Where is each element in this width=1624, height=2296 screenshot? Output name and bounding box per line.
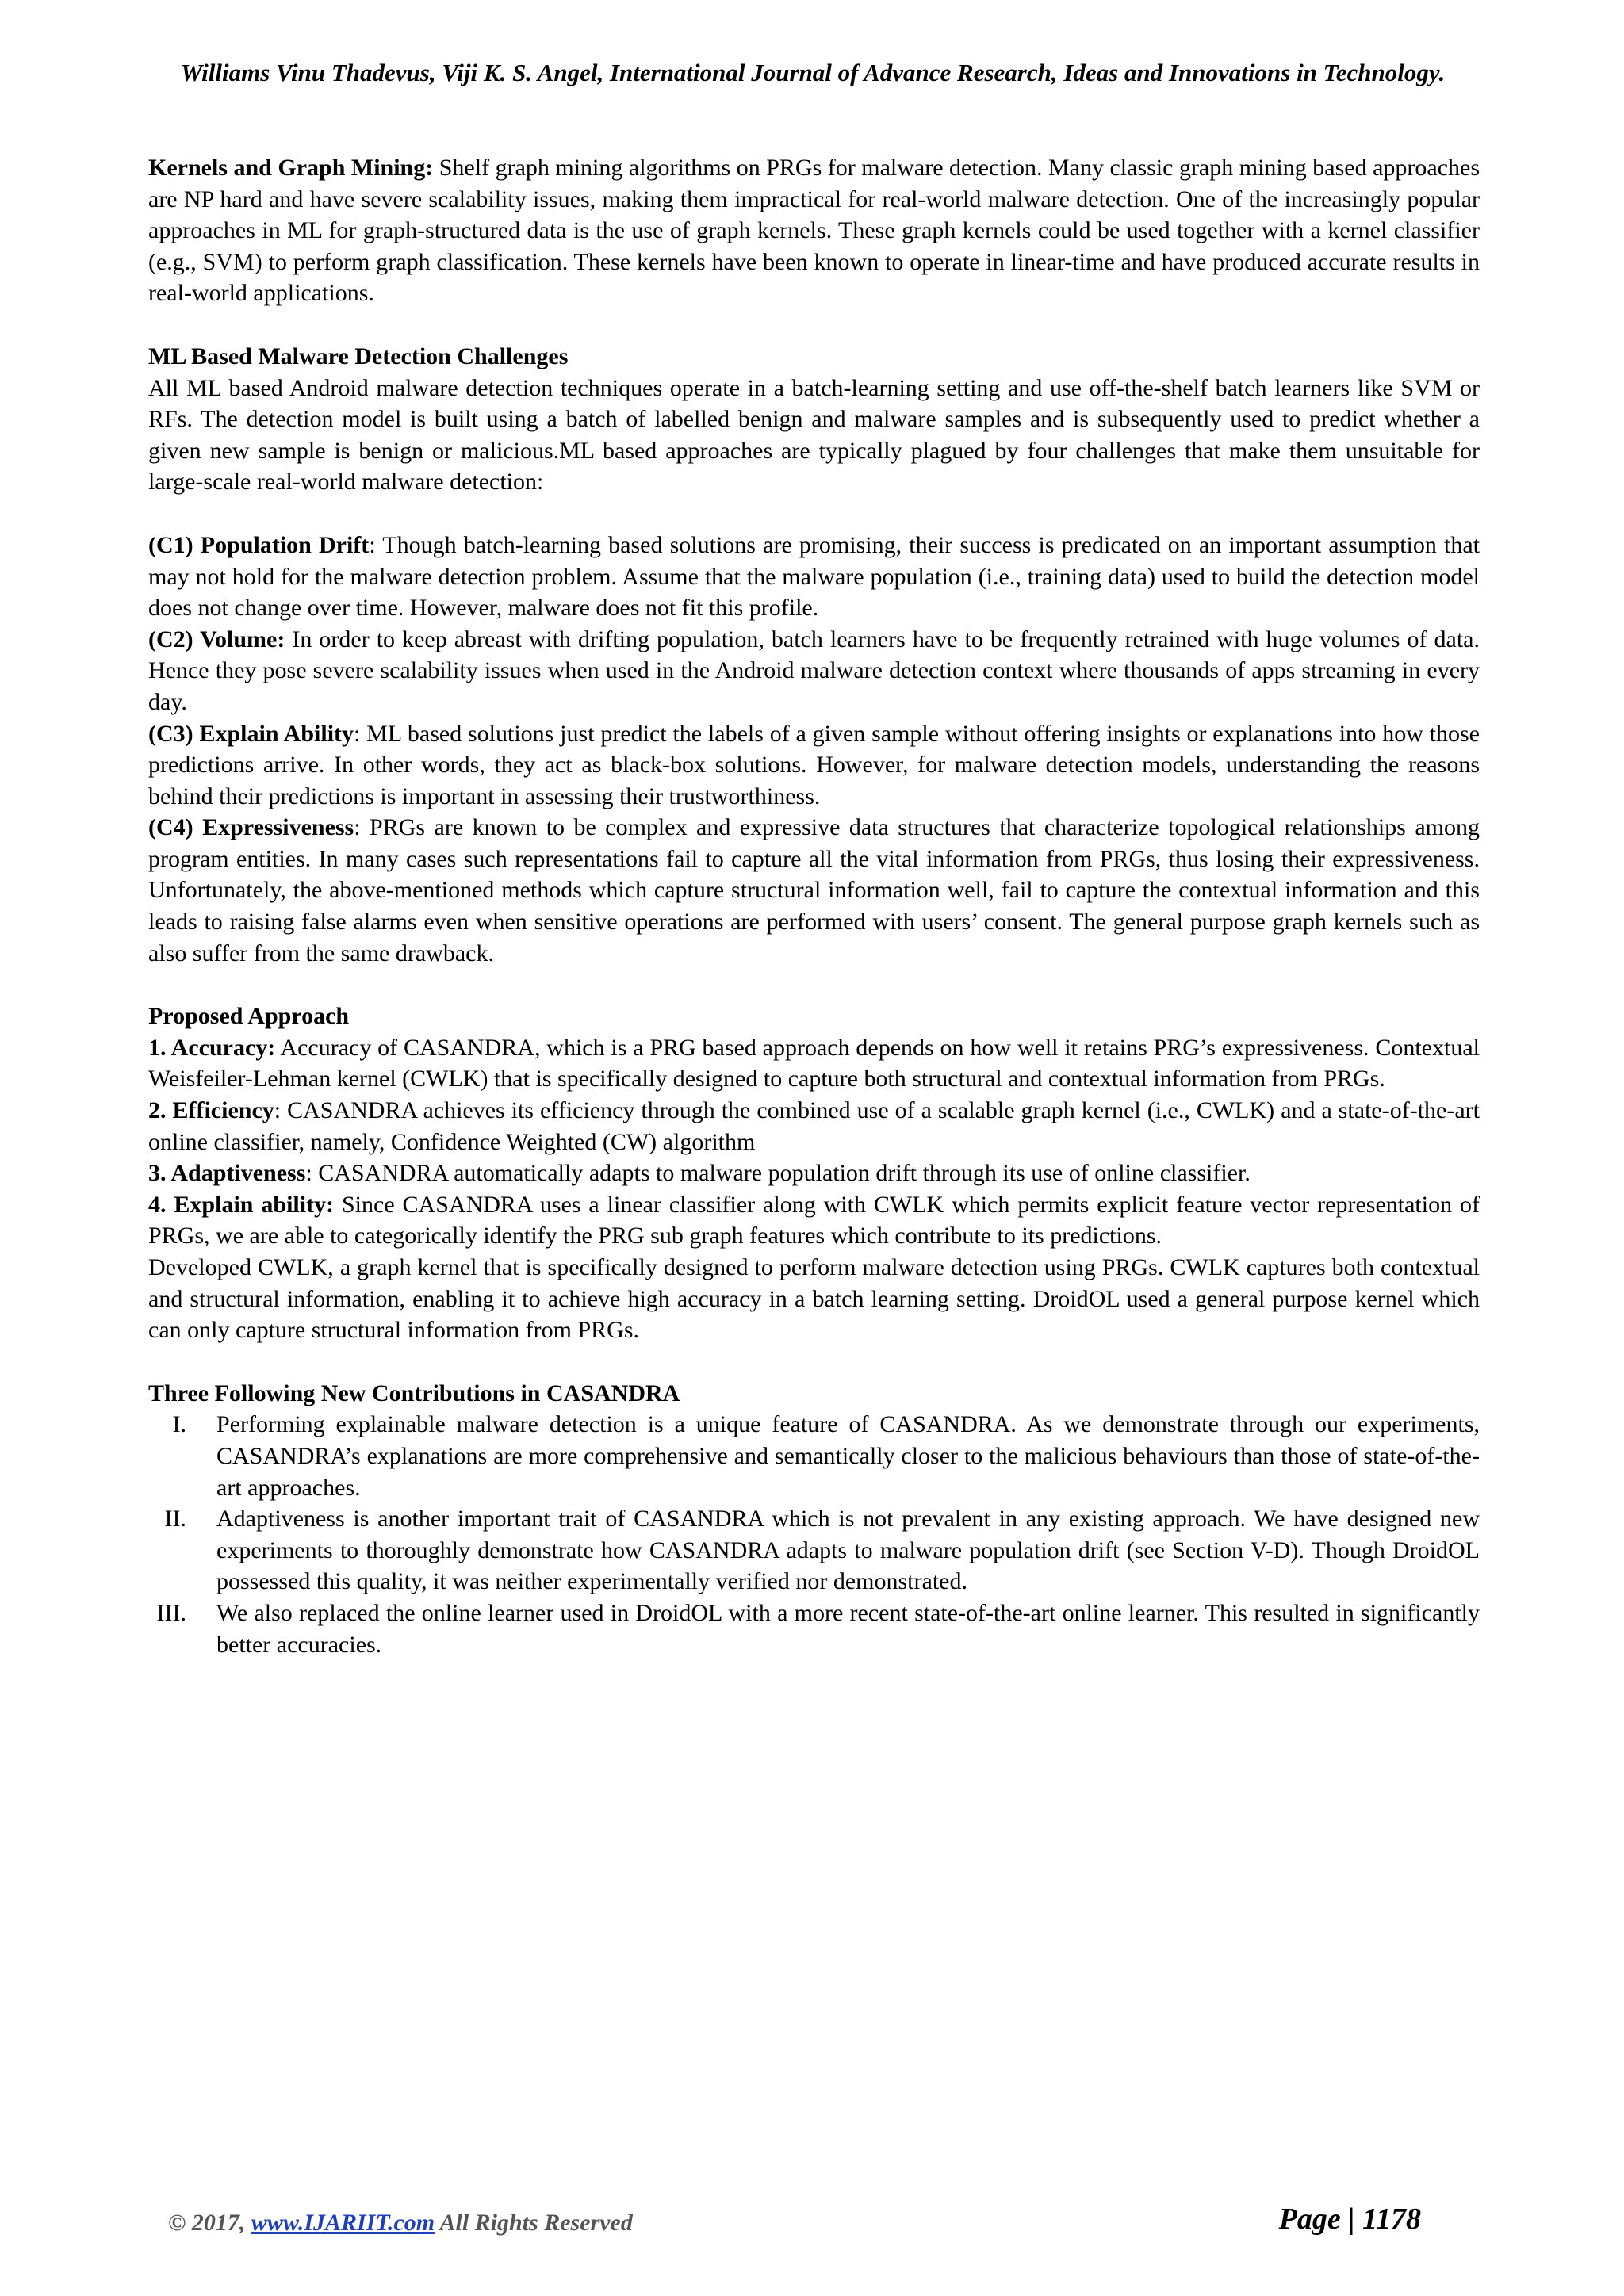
- ml-challenges-heading: ML Based Malware Detection Challenges: [148, 342, 569, 369]
- page-body: [148, 152, 1480, 1660]
- journal-link[interactable]: www.IJARIIT.com: [251, 2210, 435, 2236]
- page-number: Page | 1178: [1278, 2202, 1421, 2236]
- running-header: Williams Vinu Thadevus, Viji K. S. Angel, International Journal of Advance Research, Ideas and Innovations in Technology.: [180, 59, 1446, 86]
- contributions-list: [148, 1409, 1480, 1660]
- proposed-item-explainability: 4. Explain ability: Since CASANDRA uses a linear classifier along with CWLK which permits explicit feature vector representation of PRGs, we are able to categorically identify the PRG sub graph features which contribute to its predictions.: [148, 1191, 1480, 1249]
- list-item: [148, 1409, 1480, 1503]
- list-item-text: Adaptiveness is another important trait of CASANDRA which is not prevalent in any existing approach. We have designed new experiments to thoroughly demonstrate how CASANDRA adapts to malware population drift (see Section V-D). Though DroidOL possessed this quality, it was neither experimentally verified nor demonstrated.: [216, 1506, 1480, 1595]
- challenge-c2: [148, 624, 1480, 718]
- challenge-c1: [148, 530, 1480, 624]
- challenge-c1-text: : Though batch-learning based solutions are promising, their success is predicated on an important assumption that may not hold for the malware detection problem. Assume that the malware population (i.e., training data) used to build the detection model does not change over time. However, malware does not fit this profile.: [148, 531, 1480, 622]
- challenge-c1-label: (C1) Population Drift: [148, 531, 370, 558]
- list-item: [148, 1598, 1480, 1660]
- footer-copyright: © 2017,: [168, 2210, 251, 2236]
- challenge-c3-text: : ML based solutions just predict the labels of a given sample without offering insights or explanations into how those predictions arrive. In other words, they act as black-box solutions. However, for malware detection models, understanding the reasons behind their predictions is important in assessing their trustworthiness.: [148, 720, 1480, 809]
- page-footer: [168, 2202, 1421, 2239]
- list-item-number: II.: [164, 1506, 186, 1533]
- footer-rights: All Rights Reserved: [435, 2210, 633, 2236]
- proposed-heading: Proposed Approach: [148, 1003, 350, 1030]
- challenge-c4-text: : PRGs are known to be complex and expressive data structures that characterize topological relationships among program entities. In many cases such representations fail to capture all the vital information from PRGs, thus losing their expressiveness. Unfortunately, the above-mentioned methods which capture structural information well, fail to capture the contextual information and this leads to raising false alarms even when sensitive operations are performed with users’ consent. The general purpose graph kernels such as also suffer from the same drawback.: [148, 814, 1480, 966]
- challenge-c3-label: (C3) Explain Ability: [148, 720, 354, 747]
- kernels-paragraph: [148, 152, 1480, 309]
- list-item-text: Performing explainable malware detection is a unique feature of CASANDRA. As we demonstrate through our experiments, CASANDRA’s explanations are more comprehensive and semantically closer to the malicious behaviours than those of state-of-the-art approaches.: [216, 1411, 1480, 1501]
- proposed-item-accuracy: 1. Accuracy: Accuracy of CASANDRA, which is a PRG based approach depends on how well it retains PRG’s expressiveness. Contextual Weisfeiler-Lehman kernel (CWLK) that is specifically designed to capture both structural and contextual information from PRGs.: [148, 1034, 1480, 1093]
- proposed-item-adaptiveness: 3. Adaptiveness: CASANDRA automatically adapts to malware population drift through its use of online classifier.: [148, 1160, 1251, 1187]
- contributions-heading: Three Following New Contributions in CASANDRA: [148, 1380, 680, 1406]
- list-item-number: I.: [172, 1411, 186, 1438]
- proposed-closing: Developed CWLK, a graph kernel that is specifically designed to perform malware detection using PRGs. CWLK captures both contextual and structural information, enabling it to achieve high accuracy in a batch learning setting. DroidOL used a general purpose kernel which can only capture structural information from PRGs.: [148, 1254, 1480, 1344]
- list-item-number: III.: [156, 1599, 186, 1626]
- proposed-item-efficiency: 2. Efficiency: CASANDRA achieves its efficiency through the combined use of a scalable graph kernel (i.e., CWLK) and a state-of-the-art online classifier, namely, Confidence Weighted (CW) algorithm: [148, 1097, 1480, 1155]
- list-item-text: We also replaced the online learner used in DroidOL with a more recent state-of-the-art online learner. This resulted in significantly better accuracies.: [216, 1599, 1480, 1658]
- ml-challenges-text: All ML based Android malware detection techniques operate in a batch-learning setting and use off-the-shelf batch learners like SVM or RFs. The detection model is built using a batch of labelled benign and malware samples and is subsequently used to predict whether a given new sample is benign or malicious.ML based approaches are typically plagued by four challenges that make them unsuitable for large-scale real-world malware detection:: [148, 374, 1480, 496]
- challenge-c3: [148, 718, 1480, 813]
- challenge-c2-text: In order to keep abreast with drifting population, batch learners have to be frequently retrained with huge volumes of data. Hence they pose severe scalability issues when used in the Android malware detection context where thousands of apps streaming in every day.: [148, 626, 1480, 715]
- challenge-c4: [148, 812, 1480, 969]
- kernels-text: Shelf graph mining algorithms on PRGs for malware detection. Many classic graph mining based approaches are NP hard and have severe scalability issues, making them impractical for real-world malware detection. One of the increasingly popular approaches in ML for graph-structured data is the use of graph kernels. These graph kernels could be used together with a kernel classifier (e.g., SVM) to perform graph classification. These kernels have been known to operate in linear-time and have produced accurate results in real-world applications.: [148, 155, 1480, 307]
- challenge-c2-label: (C2) Volume:: [148, 626, 285, 652]
- kernels-heading: Kernels and Graph Mining:: [148, 155, 434, 181]
- challenge-c4-label: (C4) Expressiveness: [148, 814, 354, 841]
- list-item: [148, 1503, 1480, 1598]
